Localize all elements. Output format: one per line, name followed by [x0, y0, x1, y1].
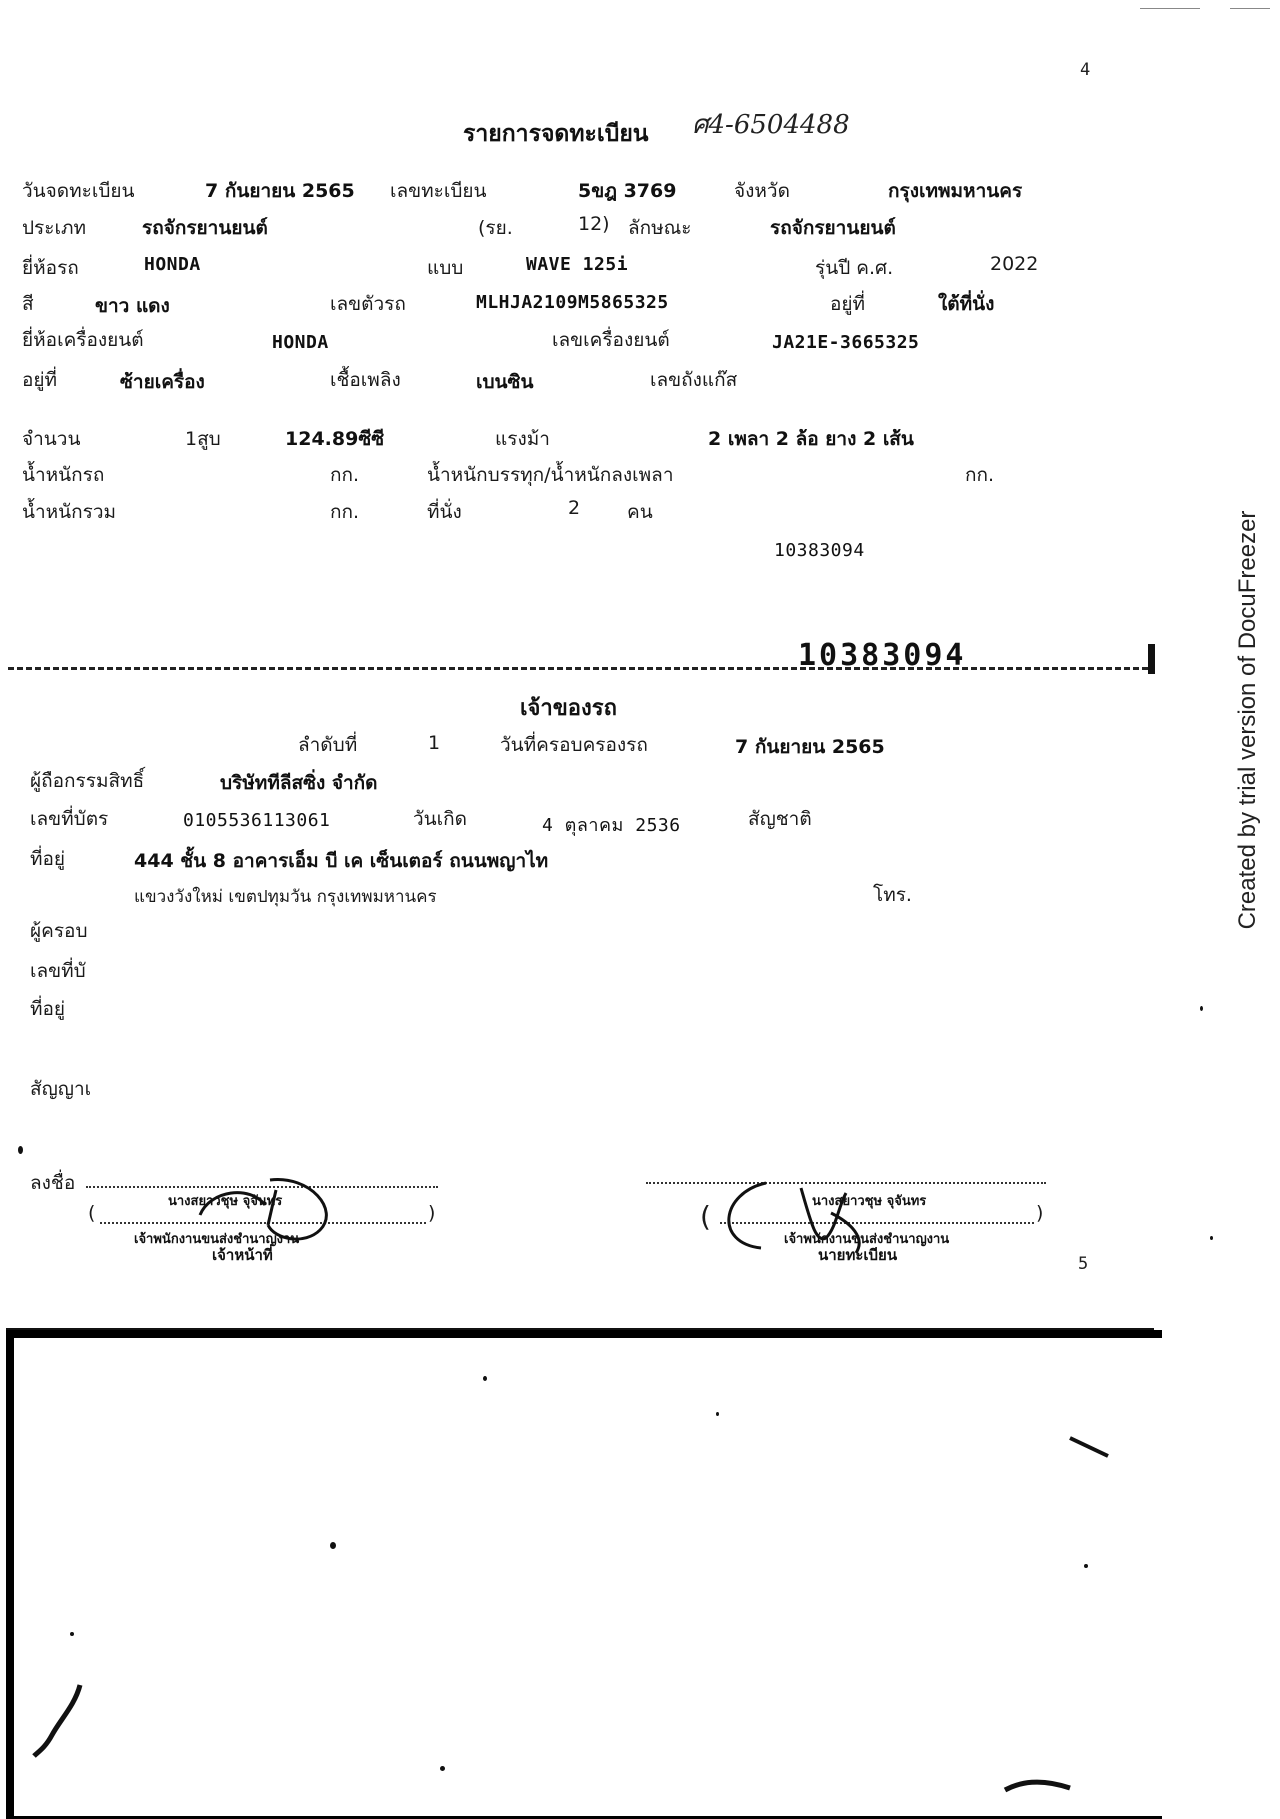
- handwritten-reference: ศ4-6504488: [692, 110, 850, 140]
- id-card-label: เลขที่บัตร: [30, 808, 109, 830]
- holder-value: บริษัททีลีสซิ่ง จำกัด: [220, 772, 378, 794]
- right-officer-name: นางสยาวชุษ จุจันทร: [812, 1194, 927, 1209]
- owner-section-title: เจ้าของรถ: [520, 696, 617, 721]
- scan-speck: [1084, 1564, 1088, 1568]
- scan-streak: [1068, 1434, 1112, 1460]
- fuel-value: เบนซิน: [476, 371, 534, 393]
- scan-speck: [716, 1412, 719, 1416]
- edge-mark: [1148, 644, 1155, 674]
- engine-cc-value: 124.89ซีซี: [285, 428, 385, 450]
- left-close-paren: ): [428, 1202, 436, 1224]
- cylinders-value: 1สูบ: [185, 428, 221, 450]
- seats-unit: คน: [627, 501, 653, 523]
- type-label: ประเภท: [22, 217, 87, 239]
- horsepower-label: แรงม้า: [495, 428, 550, 450]
- character-value: รถจักรยานยนต์: [770, 217, 896, 239]
- scan-blot: [1000, 1760, 1080, 1800]
- color-label: สี: [22, 293, 34, 315]
- province-value: กรุงเทพมหานคร: [888, 180, 1023, 202]
- type-value: รถจักรยานยนต์: [142, 217, 268, 239]
- birth-date-value: 4 ตุลาคม 2536: [542, 815, 681, 836]
- chassis-label: เลขตัวรถ: [330, 293, 406, 315]
- id-card-value: 0105536113061: [183, 810, 331, 831]
- scan-speck: [18, 1146, 23, 1154]
- right-signature-scribble: [706, 1168, 926, 1268]
- scan-border-frame: [6, 1330, 1162, 1819]
- load-weight-unit: กก.: [965, 464, 995, 486]
- engine-no-label: เลขเครื่องยนต์: [552, 329, 670, 351]
- seats-value: 2: [568, 497, 581, 519]
- vehicle-weight-unit: กก.: [330, 464, 360, 486]
- scan-mark: [1230, 8, 1270, 9]
- seats-label: ที่นั่ง: [427, 501, 462, 523]
- possession-date-value: 7 กันยายน 2565: [735, 736, 885, 758]
- left-officer-title: เจ้าหน้าที่: [212, 1246, 273, 1264]
- reg-no-label: เลขทะเบียน: [390, 180, 487, 202]
- contract-label: สัญญาเ: [30, 1078, 92, 1100]
- scan-speck: [70, 1632, 74, 1636]
- page-number-top: 4: [1080, 60, 1091, 80]
- color-value: ขาว แดง: [95, 295, 170, 317]
- load-weight-label: น้ำหนักบรรทุก/น้ำหนักลงเพลา: [427, 464, 674, 486]
- brand-label: ยี่ห้อรถ: [22, 257, 79, 279]
- chassis-location-label: อยู่ที่: [830, 293, 866, 315]
- scan-mark: [1140, 8, 1200, 9]
- document-title: รายการจดทะเบียน: [463, 121, 649, 147]
- model-year-value: 2022: [990, 253, 1039, 275]
- section-divider: [8, 667, 1148, 670]
- chassis-value: MLHJA2109M5865325: [476, 292, 669, 313]
- type-code-number: 12): [578, 213, 610, 235]
- possession-date-label: วันที่ครอบครองรถ: [500, 734, 648, 756]
- possessor-label: ผู้ครอบ: [30, 920, 88, 942]
- vehicle-weight-label: น้ำหนักรถ: [22, 464, 105, 486]
- chassis-location-value: ใต้ที่นั่ง: [938, 293, 995, 315]
- left-officer-name: นางสยาวชุษ จุจันทร: [168, 1194, 283, 1209]
- type-code-open: (รย.: [478, 217, 513, 239]
- right-officer-role: เจ้าพนักงานขนส่งชำนาญงาน: [784, 1232, 950, 1247]
- phone-label: โทร.: [873, 884, 912, 906]
- nationality-label: สัญชาติ: [748, 808, 812, 830]
- scan-speck: [483, 1376, 487, 1381]
- address-line-1: 444 ชั้น 8 อาคารเอ็ม บี เค เซ็นเตอร์ ถนนพญาไท: [134, 850, 549, 872]
- right-officer-title: นายทะเบียน: [818, 1246, 898, 1264]
- document-number: 10383094: [774, 540, 865, 561]
- right-open-paren: (: [700, 1200, 711, 1233]
- province-label: จังหวัด: [734, 180, 790, 202]
- holder-label: ผู้ถือกรรมสิทธิ์: [30, 770, 145, 792]
- model-year-label: รุ่นปี ค.ศ.: [815, 257, 894, 279]
- page-number-bottom: 5: [1078, 1254, 1089, 1274]
- right-close-paren: ): [1036, 1202, 1044, 1224]
- scan-speck: [330, 1542, 336, 1549]
- birth-date-label: วันเกิด: [413, 808, 467, 830]
- count-label: จำนวน: [22, 428, 81, 450]
- engine-brand-label: ยี่ห้อเครื่องยนต์: [22, 329, 144, 351]
- possessor-id-label: เลขที่บั: [30, 960, 86, 982]
- model-value: WAVE 125i: [526, 254, 629, 275]
- scan-speck: [1200, 1006, 1203, 1011]
- engine-brand-value: HONDA: [272, 332, 329, 353]
- engine-location-value: ซ้ายเครื่อง: [120, 371, 205, 393]
- gas-tank-label: เลขถังแก๊ส: [650, 369, 738, 391]
- scan-speck: [1210, 1236, 1213, 1240]
- order-value: 1: [428, 732, 441, 754]
- possessor-address-label: ที่อยู่: [30, 998, 66, 1020]
- brand-value: HONDA: [144, 254, 201, 275]
- left-signature-scribble: [190, 1170, 370, 1250]
- left-open-paren: (: [88, 1202, 96, 1224]
- total-weight-label: น้ำหนักรวม: [22, 501, 117, 523]
- address-label: ที่อยู่: [30, 848, 66, 870]
- order-label: ลำดับที่: [298, 734, 358, 756]
- engine-no-value: JA21E-3665325: [772, 332, 920, 353]
- left-officer-role: เจ้าพนักงานขนส่งชำนาญงาน: [134, 1232, 300, 1247]
- scan-blot: [30, 1680, 90, 1760]
- reg-date-value: 7 กันยายน 2565: [205, 180, 355, 202]
- address-line-2: แขวงวังใหม่ เขตปทุมวัน กรุงเทพมหานคร: [134, 887, 437, 907]
- document-number-large: 10383094: [798, 638, 967, 673]
- engine-location-label: อยู่ที่: [22, 369, 58, 391]
- sign-label: ลงชื่อ: [30, 1172, 76, 1194]
- reg-date-label: วันจดทะเบียน: [22, 180, 135, 202]
- scan-speck: [440, 1766, 445, 1771]
- total-weight-unit: กก.: [330, 501, 360, 523]
- character-label: ลักษณะ: [628, 217, 692, 239]
- watermark-text: Created by trial version of DocuFreezer: [1234, 510, 1261, 930]
- reg-no-value: 5ขฎ 3769: [578, 180, 677, 202]
- fuel-label: เชื้อเพลิง: [330, 369, 401, 391]
- axles-wheels-value: 2 เพลา 2 ล้อ ยาง 2 เส้น: [708, 428, 914, 450]
- model-label: แบบ: [427, 257, 464, 279]
